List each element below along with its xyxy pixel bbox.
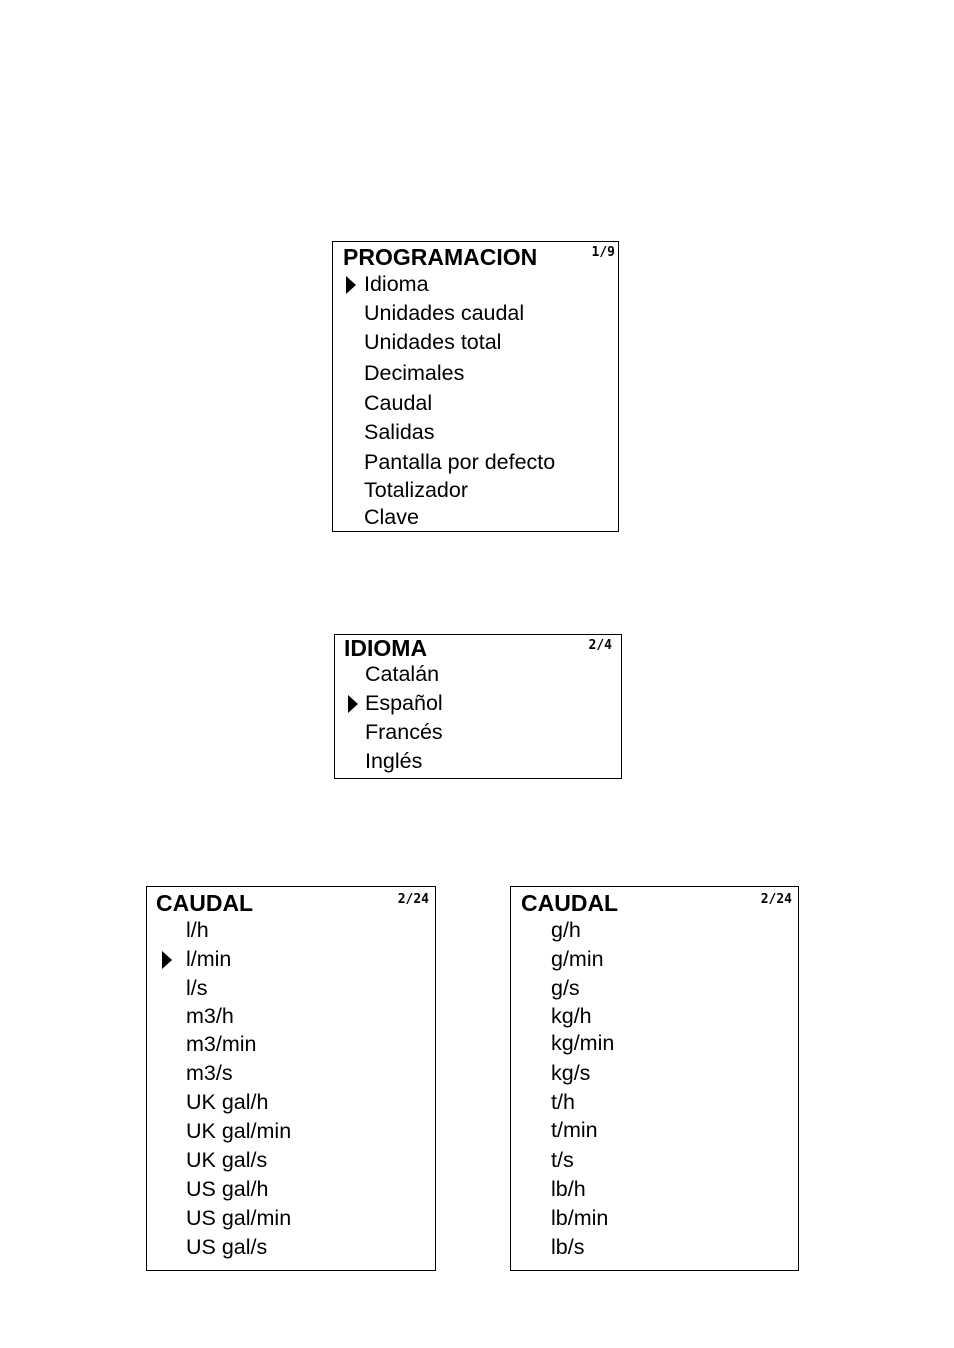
caudal-mass-screen xyxy=(510,886,799,1271)
unit-option[interactable]: kg/min xyxy=(551,1031,615,1055)
programacion-page-indicator: 1/9 xyxy=(591,245,615,260)
menu-item-pantalla-por-defecto[interactable]: Pantalla por defecto xyxy=(364,450,556,474)
caudal-volume-screen xyxy=(146,886,436,1271)
unit-option[interactable]: t/h xyxy=(551,1090,575,1114)
language-option-espanol[interactable]: Español xyxy=(365,691,443,715)
menu-item-unidades-total[interactable]: Unidades total xyxy=(364,330,502,354)
unit-option[interactable]: t/min xyxy=(551,1118,598,1142)
menu-item-decimales[interactable]: Decimales xyxy=(364,361,465,385)
unit-option[interactable]: m3/s xyxy=(186,1061,233,1085)
language-option-frances[interactable]: Francés xyxy=(365,720,443,744)
unit-option[interactable]: l/min xyxy=(186,947,232,971)
menu-item-caudal[interactable]: Caudal xyxy=(364,391,433,415)
unit-option[interactable]: UK gal/min xyxy=(186,1119,292,1143)
unit-option[interactable]: g/s xyxy=(551,976,580,1000)
unit-option[interactable]: m3/h xyxy=(186,1004,234,1028)
unit-option[interactable]: UK gal/h xyxy=(186,1090,269,1114)
menu-item-totalizador[interactable]: Totalizador xyxy=(364,478,468,502)
unit-option[interactable]: m3/min xyxy=(186,1032,257,1056)
unit-option[interactable]: US gal/s xyxy=(186,1235,268,1259)
selection-arrow-icon xyxy=(162,951,172,969)
selection-arrow-icon xyxy=(346,276,356,294)
menu-item-clave[interactable]: Clave xyxy=(364,505,419,529)
unit-option[interactable]: t/s xyxy=(551,1148,574,1172)
unit-option[interactable]: US gal/min xyxy=(186,1206,292,1230)
unit-option[interactable]: kg/h xyxy=(551,1004,592,1028)
menu-item-unidades-caudal[interactable]: Unidades caudal xyxy=(364,301,525,325)
unit-option[interactable]: l/h xyxy=(186,918,209,942)
unit-option[interactable]: l/s xyxy=(186,976,208,1000)
caudal-volume-title: CAUDAL xyxy=(156,890,254,916)
unit-option[interactable]: g/h xyxy=(551,918,581,942)
idioma-title: IDIOMA xyxy=(344,635,428,661)
programacion-screen xyxy=(332,241,619,532)
unit-option[interactable]: kg/s xyxy=(551,1061,591,1085)
unit-option[interactable]: UK gal/s xyxy=(186,1148,268,1172)
caudal-volume-page-indicator: 2/24 xyxy=(397,892,429,907)
language-option-ingles[interactable]: Inglés xyxy=(365,749,423,773)
unit-option[interactable]: lb/h xyxy=(551,1177,586,1201)
unit-option[interactable]: US gal/h xyxy=(186,1177,269,1201)
menu-item-idioma[interactable]: Idioma xyxy=(364,272,429,296)
unit-option[interactable]: g/min xyxy=(551,947,604,971)
language-option-catalan[interactable]: Catalán xyxy=(365,662,440,686)
caudal-mass-title: CAUDAL xyxy=(521,890,619,916)
unit-option[interactable]: lb/s xyxy=(551,1235,585,1259)
menu-item-salidas[interactable]: Salidas xyxy=(364,420,435,444)
unit-option[interactable]: lb/min xyxy=(551,1206,609,1230)
idioma-page-indicator: 2/4 xyxy=(588,638,612,653)
programacion-title: PROGRAMACION xyxy=(343,244,538,270)
selection-arrow-icon xyxy=(348,695,358,713)
idioma-screen xyxy=(334,634,622,779)
caudal-mass-page-indicator: 2/24 xyxy=(760,892,792,907)
